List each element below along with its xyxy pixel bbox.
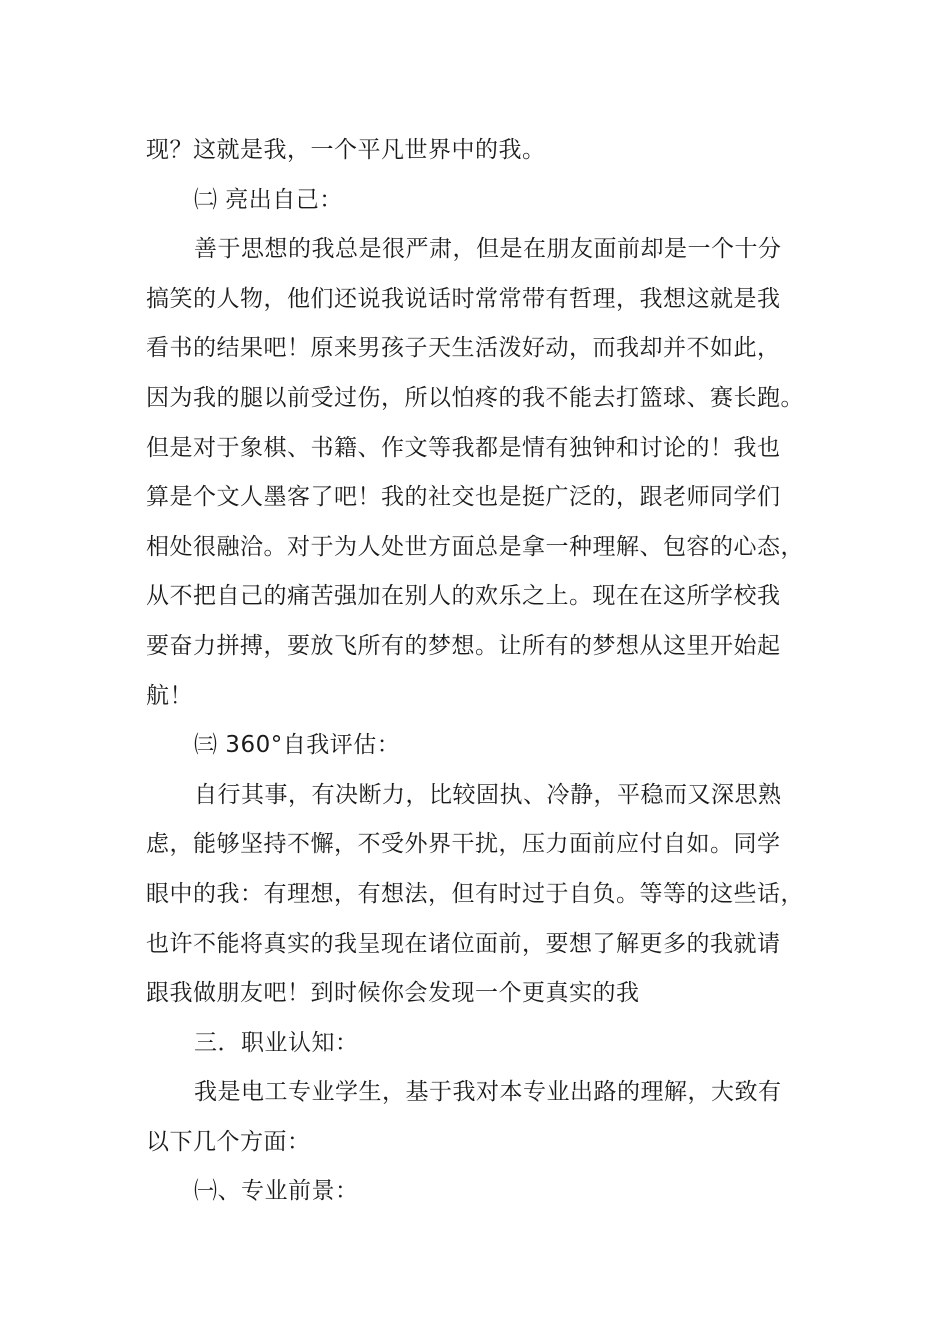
text-line: 要奋力拼搏，要放飞所有的梦想。让所有的梦想从这里开始起: [146, 632, 781, 659]
document-body: [146, 126, 826, 1217]
text-line: 现？这就是我，一个平凡世界中的我。: [146, 137, 546, 163]
chapter-heading: 三．职业认知：: [194, 1029, 359, 1056]
text-line: 算是个文人墨客了吧！我的社交也是挺广泛的，跟老师同学们: [146, 484, 781, 511]
section-heading-2: ㈡ 亮出自己：: [194, 186, 343, 213]
text-line: 航！: [146, 682, 193, 709]
text-line: 从不把自己的痛苦强加在别人的欢乐之上。现在在这所学校我: [146, 583, 781, 610]
text-line: 看书的结果吧！原来男孩子天生活泼好动，而我却并不如此，: [146, 335, 781, 362]
text-line: 因为我的腿以前受过伤，所以怕疼的我不能去打篮球、赛长跑。: [146, 384, 804, 411]
text-line: 眼中的我：有理想，有想法，但有时过于自负。等等的这些话，: [146, 880, 804, 907]
text-line: 相处很融洽。对于为人处世方面总是拿一种理解、包容的心态，: [146, 533, 804, 560]
section-heading-1: ㈠、专业前景：: [194, 1178, 359, 1205]
text-line: 虑，能够坚持不懈，不受外界干扰，压力面前应付自如。同学: [146, 831, 781, 858]
text-line: 自行其事，有决断力，比较固执、冷静，平稳而又深思熟: [194, 781, 782, 808]
section-heading-3: ㈢ 360°自我评估：: [194, 732, 401, 759]
text-line: 我是电工专业学生，基于我对本专业出路的理解，大致有: [194, 1079, 782, 1106]
text-line: 以下几个方面：: [146, 1128, 311, 1155]
text-line: 搞笑的人物，他们还说我说话时常常带有哲理，我想这就是我: [146, 285, 781, 312]
text-line: 也许不能将真实的我呈现在诸位面前，要想了解更多的我就请: [146, 930, 781, 957]
text-line: 但是对于象棋、书籍、作文等我都是情有独钟和讨论的！我也: [146, 434, 781, 461]
text-line: 善于思想的我总是很严肃，但是在朋友面前却是一个十分: [194, 236, 782, 263]
text-line: 跟我做朋友吧！到时候你会发现一个更真实的我: [146, 980, 640, 1007]
